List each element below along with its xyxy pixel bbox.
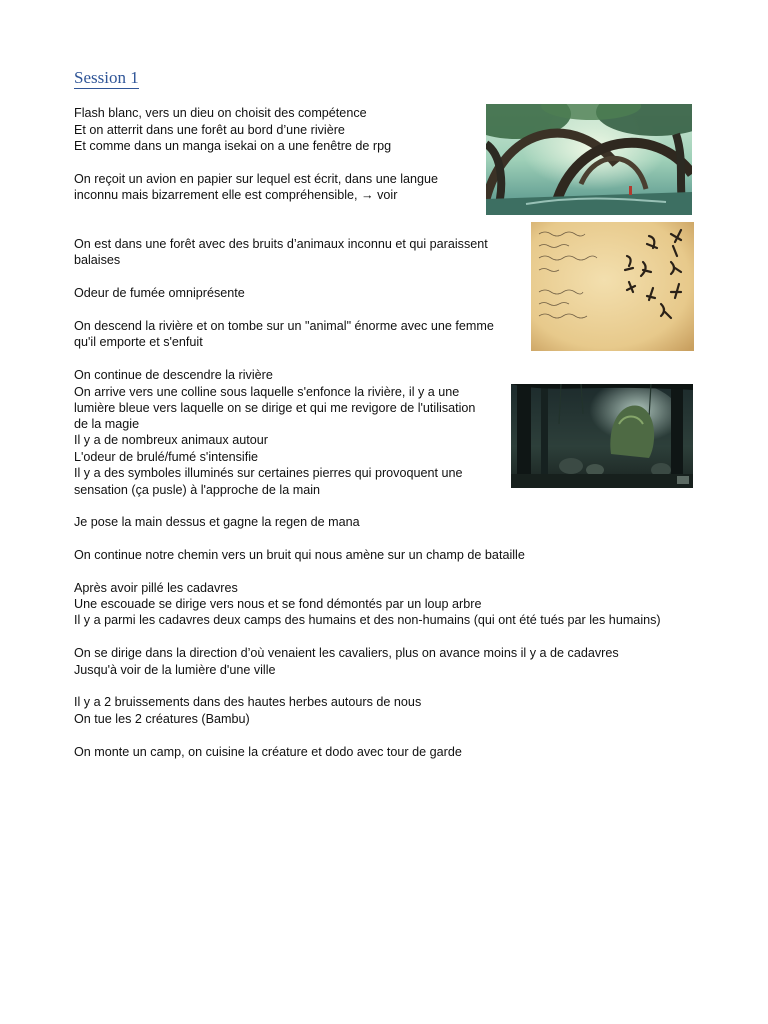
- text-line: On continue de descendre la rivière: [74, 368, 273, 382]
- text-line: lumière bleue vers laquelle on se dirige et qui me revigore de l'utilisation: [74, 401, 476, 415]
- text-line: balaises: [74, 253, 121, 267]
- text-line: On tue les 2 créatures (Bambu): [74, 712, 250, 726]
- text-line: inconnu mais bizarrement elle est compréhensible, → voir: [74, 188, 398, 202]
- text-line: L'odeur de brulé/fumé s'intensifie: [74, 450, 259, 464]
- forest-arch-image: [486, 104, 692, 215]
- text-line: Je pose la main dessus et gagne la regen de mana: [74, 515, 360, 529]
- text-line: On se dirige dans la direction d’où venaient les cavaliers, plus on avance moins il y a de cadavres: [74, 646, 619, 660]
- text-line: Une escouade se dirige vers nous et se fond démontés par un loup arbre: [74, 597, 482, 611]
- handwritten-letter-image: [531, 222, 694, 351]
- text-line: qu'il emporte et s'enfuit: [74, 335, 203, 349]
- text-line: On reçoit un avion en papier sur lequel est écrit, dans une langue: [74, 172, 439, 186]
- text-line: Jusqu'à voir de la lumière d'une ville: [74, 663, 276, 677]
- text-line: Il y a parmi les cadavres deux camps des humains et des non-humains (qui ont été tués par les humains): [74, 613, 661, 627]
- section-heading: Session 1: [74, 68, 139, 87]
- text-line: sensation (ça pusle) à l'approche de la main: [74, 483, 321, 497]
- text-line: Après avoir pillé les cadavres: [74, 581, 238, 595]
- text-line: Il y a 2 bruissements dans des hautes herbes autours de nous: [74, 695, 422, 709]
- text-line: de la magie: [74, 417, 140, 431]
- text-line: On arrive vers une colline sous laquelle s'enfonce la rivière, il y a une: [74, 385, 460, 399]
- text-line: Et on atterrit dans une forêt au bord d’une rivière: [74, 123, 345, 137]
- text-line: Flash blanc, vers un dieu on choisit des compétence: [74, 106, 367, 120]
- text-line: On est dans une forêt avec des bruits d’animaux inconnu et qui paraissent: [74, 237, 488, 251]
- text-line: Et comme dans un manga isekai on a une fenêtre de rpg: [74, 139, 392, 153]
- text-line: Odeur de fumée omniprésente: [74, 286, 245, 300]
- text-line: On continue notre chemin vers un bruit qui nous amène sur un champ de bataille: [74, 548, 525, 562]
- text-line: Il y a des symboles illuminés sur certaines pierres qui provoquent une: [74, 466, 463, 480]
- text-line: On descend la rivière et on tombe sur un "animal" énorme avec une femme: [74, 319, 494, 333]
- text-line: On monte un camp, on cuisine la créature et dodo avec tour de garde: [74, 745, 462, 759]
- forest-ruins-image: [511, 384, 693, 488]
- text-line: Il y a de nombreux animaux autour: [74, 433, 268, 447]
